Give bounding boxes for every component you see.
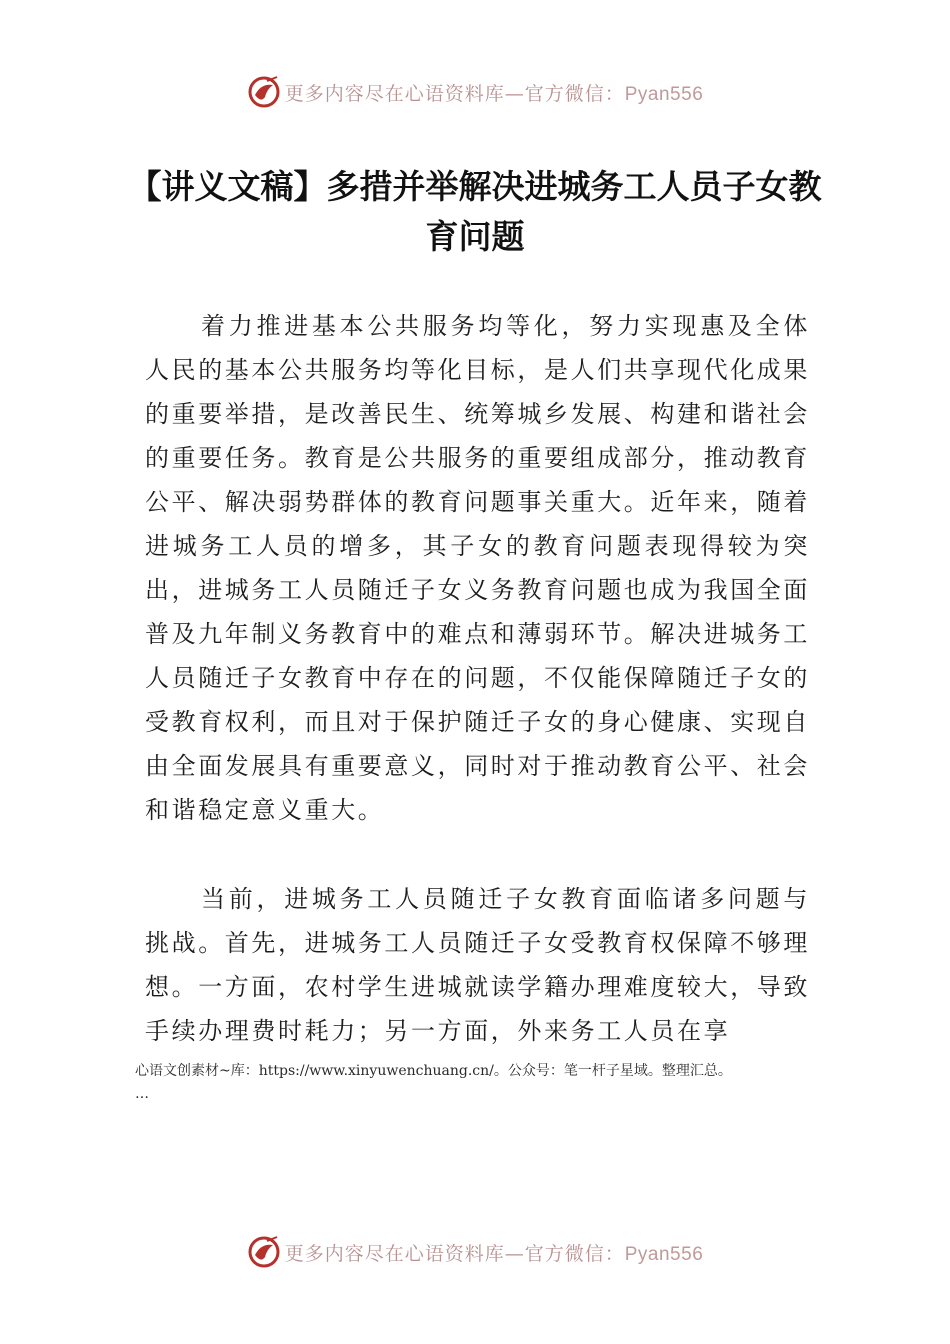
ink-seal-logo-icon [247, 75, 281, 109]
ink-seal-logo-icon [247, 1235, 281, 1269]
top-banner [0, 72, 950, 112]
continuation-ellipsis: … [135, 1086, 149, 1102]
bottom-banner [0, 1232, 950, 1272]
paragraph-2: 当前，进城务工人员随迁子女教育面临诸多问题与挑战。首先，进城务工人员随迁子女受教育权保障不够理想。一方面，农村学生进城就读学籍办理难度较大，导致手续办理费时耗力；另一方面，外来务工人员在享 [145, 885, 810, 1045]
banner-slogan: 更多内容尽在心语资料库—官方微信： [284, 1242, 625, 1265]
banner-wechat-id: Pyan556 [624, 83, 704, 105]
banner-text [285, 79, 704, 106]
banner-text [285, 1239, 704, 1266]
source-note: 心语文创素材~库：https://www.xinyuwenchuang.cn/。公众号：笔一杆子星域。整理汇总。 [135, 1063, 732, 1079]
banner-wechat-id: Pyan556 [624, 1243, 704, 1265]
banner-slogan: 更多内容尽在心语资料库—官方微信： [284, 82, 625, 105]
paragraph-1: 着力推进基本公共服务均等化，努力实现惠及全体人民的基本公共服务均等化目标，是人们共享现代化成果的重要举措，是改善民生、统筹城乡发展、构建和谐社会的重要任务。教育是公共服务的重要组成部分，推动教育公平、解决弱势群体的教育问题事关重大。近年来，随着进城务工人员的增多，其子女的教育问题表现得较为突出，进城务工人员随迁子女义务教育问题也成为我国全面普及九年制义务教育中的难点和薄弱环节。解决进城务工人员随迁子女教育中存在的问题，不仅能保障随迁子女的受教育权利，而且对于保护随迁子女的身心健康、实现自由全面发展具有重要意义，同时对于推动教育公平、社会和谐稳定意义重大。 [145, 312, 810, 824]
document-title: 【讲义文稿】多措并举解决进城务工人员子女教育问题 [128, 167, 822, 256]
